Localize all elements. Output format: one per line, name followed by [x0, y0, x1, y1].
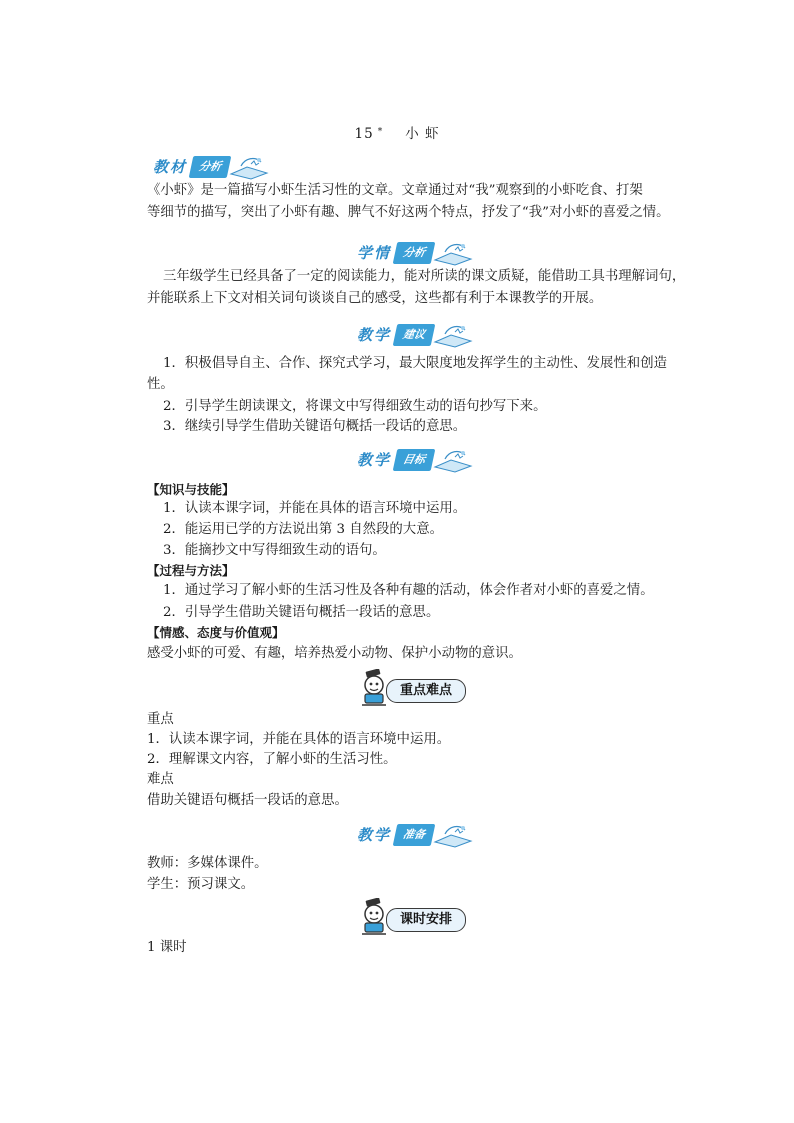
- knowledge-item-3: 3．能摘抄文中写得细致生动的语句。: [163, 543, 386, 558]
- book-icon: [227, 154, 271, 180]
- section-header-sub: 分析: [189, 156, 232, 178]
- section-header-label: 课时安排: [386, 908, 466, 932]
- key-item-1: 1．认读本课字词，并能在具体的语言环境中运用。: [147, 732, 451, 747]
- process-item-1: 1．通过学习了解小虾的生活习性及各种有趣的活动，体会作者对小虾的喜爱之情。: [163, 583, 654, 598]
- section-header-main: 教学: [356, 326, 391, 344]
- jianyi-item-2: 2．引导学生朗读课文，将课文中写得细致生动的语句抄写下来。: [163, 399, 547, 414]
- knowledge-item-1: 1．认读本课字词，并能在具体的语言环境中运用。: [163, 501, 467, 516]
- section-header-sub: 分析: [393, 242, 436, 264]
- teacher-prep: 教师：多媒体课件。: [147, 856, 268, 871]
- xueqing-line-1: 三年级学生已经具备了一定的阅读能力，能对所读的课文质疑，能借助工具书理解词句，: [163, 269, 686, 284]
- book-icon: [431, 322, 475, 348]
- page-title: [0, 122, 794, 142]
- student-prep: 学生：预习课文。: [147, 877, 255, 892]
- hard-text: 借助关键语句概括一段话的意思。: [147, 793, 348, 808]
- section-header-sub: 建议: [393, 324, 436, 346]
- emotion-text: 感受小虾的可爱、有趣，培养热爱小动物、保护小动物的意识。: [147, 646, 522, 661]
- section-header-label: 重点难点: [386, 679, 466, 703]
- section-header-keshi: [356, 898, 468, 938]
- book-icon: [431, 447, 475, 473]
- lesson-star: *: [377, 127, 384, 137]
- section-header-sub: 准备: [393, 824, 436, 846]
- book-icon: [431, 822, 475, 848]
- section-header-main: 学情: [356, 244, 391, 262]
- book-icon: [431, 240, 475, 266]
- emotion-heading: 【情感、态度与价值观】: [147, 625, 285, 640]
- section-header-sub: 目标: [393, 449, 436, 471]
- jianyi-item-1-cont: 性。: [147, 377, 174, 392]
- lesson-name: 小 虾: [405, 126, 440, 142]
- section-header-main: 教学: [356, 826, 391, 844]
- section-header-main: 教材: [152, 158, 187, 176]
- jianyi-item-3: 3．继续引导学生借助关键语句概括一段话的意思。: [163, 419, 467, 434]
- xueqing-line-2: 并能联系上下文对相关词句谈谈自己的感受，这些都有利于本课教学的开展。: [147, 291, 603, 306]
- class-hours: 1 课时: [147, 940, 187, 955]
- jianyi-item-1: 1．积极倡导自主、合作、探究式学习，最大限度地发挥学生的主动性、发展性和创造: [163, 356, 667, 371]
- process-item-2: 2．引导学生借助关键语句概括一段话的意思。: [163, 605, 440, 620]
- hard-label: 难点: [147, 772, 174, 787]
- section-header-main: 教学: [356, 451, 391, 469]
- process-heading: 【过程与方法】: [147, 563, 235, 578]
- knowledge-heading: 【知识与技能】: [147, 482, 235, 497]
- knowledge-item-2: 2．能运用已学的方法说出第 3 自然段的大意。: [163, 522, 443, 537]
- lesson-number: 15: [354, 126, 374, 142]
- key-item-2: 2．理解课文内容，了解小虾的生活习性。: [147, 752, 397, 767]
- section-header-zhongdian: [356, 669, 468, 709]
- jiaocai-line-2: 等细节的描写，突出了小虾有趣、脾气不好这两个特点，抒发了“我”对小虾的喜爱之情。: [147, 205, 670, 220]
- key-label: 重点: [147, 712, 174, 727]
- jiaocai-line-1: 《小虾》是一篇描写小虾生活习性的文章。文章通过对“我”观察到的小虾吃食、打架: [147, 183, 643, 198]
